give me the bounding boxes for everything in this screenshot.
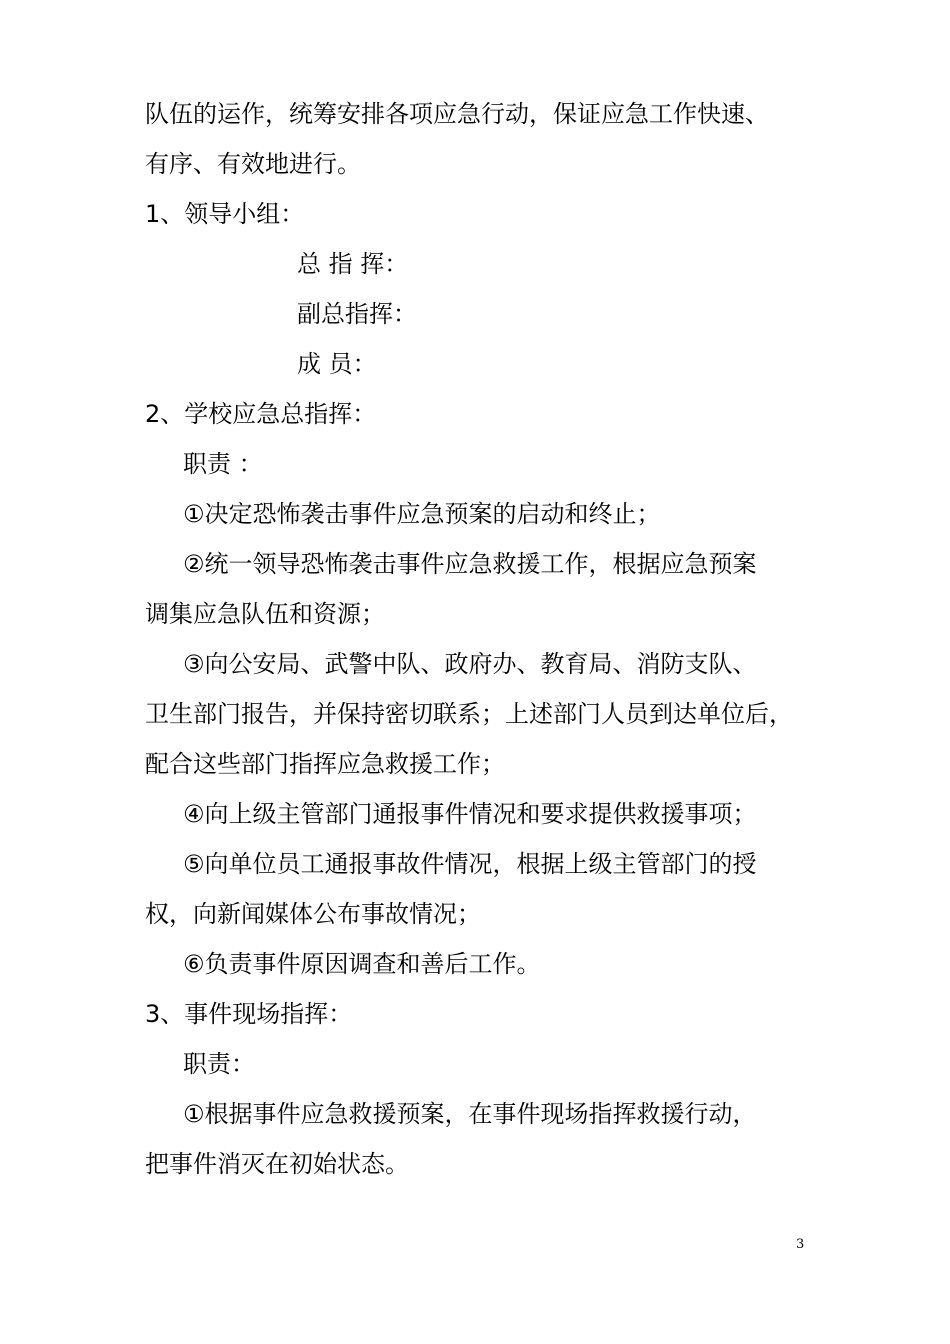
duty-item-3-cont-2: 配合这些部门指挥应急救援工作； [145, 750, 505, 778]
duty-item-2: ②统一领导恐怖袭击事件应急救援工作，根据应急预案 [183, 550, 757, 578]
duty-item-6: ⑥负责事件原因调查和善后工作。 [183, 950, 541, 978]
duties-label-2: 职责： [183, 1050, 255, 1078]
text-line-1: 队伍的运作，统筹安排各项应急行动，保证应急工作快速、 [145, 100, 769, 128]
duty-item-3-cont-1: 卫生部门报告，并保持密切联系；上述部门人员到达单位后， [145, 700, 793, 728]
section-heading-3: 3、事件现场指挥： [145, 1000, 353, 1028]
field-label-members: 成 员： [297, 350, 377, 378]
page-number: 3 [796, 1237, 805, 1252]
duties-label-1: 职责 ： [183, 450, 263, 478]
duty-item-1: ①决定恐怖袭击事件应急预案的启动和终止； [183, 500, 661, 528]
field-duty-item-1-cont: 把事件消灭在初始状态。 [145, 1150, 409, 1178]
duty-item-2-cont: 调集应急队伍和资源； [145, 600, 385, 628]
field-duty-item-1: ①根据事件应急救援预案，在事件现场指挥救援行动， [183, 1100, 757, 1128]
field-label-deputy-commander: 副总指挥： [297, 300, 417, 328]
duty-item-5-cont: 权，向新闻媒体公布事故情况； [145, 900, 481, 928]
text-line-2: 有序、有效地进行。 [145, 150, 361, 178]
duty-item-4: ④向上级主管部门通报事件情况和要求提供救援事项； [183, 800, 757, 828]
section-heading-1: 1、领导小组： [145, 200, 305, 228]
duty-item-3: ③向公安局、武警中队、政府办、教育局、消防支队、 [183, 650, 757, 678]
duty-item-5: ⑤向单位员工通报事故件情况，根据上级主管部门的授 [183, 850, 757, 878]
section-heading-2: 2、学校应急总指挥： [145, 400, 377, 428]
field-label-commander: 总 指 挥： [297, 250, 409, 278]
